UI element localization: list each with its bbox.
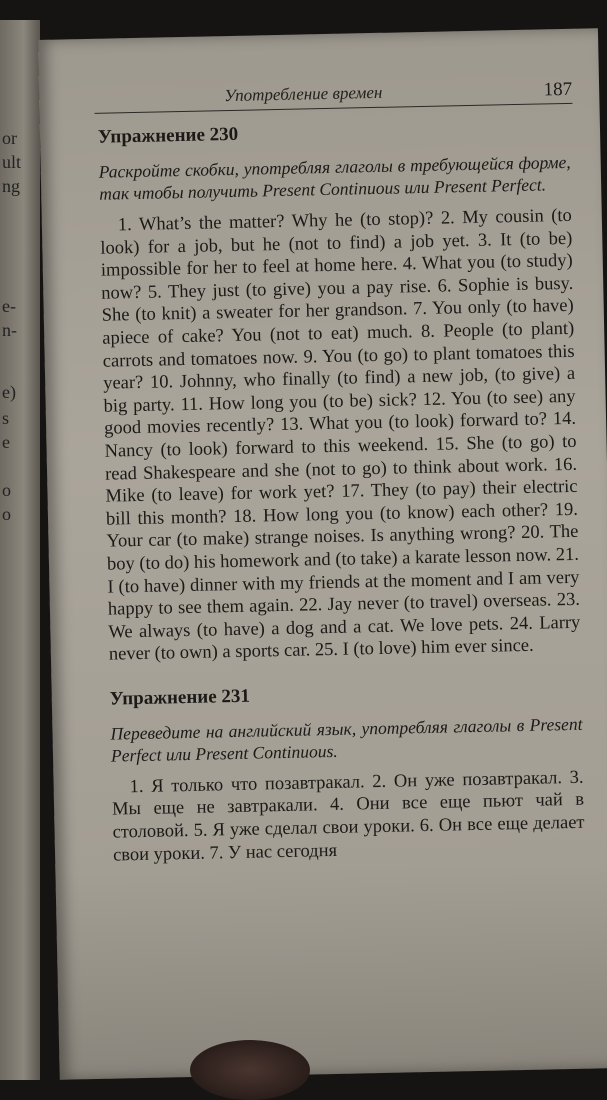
page-content — [98, 117, 585, 867]
left-page-edge — [0, 20, 40, 1080]
margin-fragment: or — [2, 128, 17, 148]
exercise-text: 1. What’s the matter? Why he (to stop)? 2. My cousin (to look) for a job, but he (not to find) a job yet. 3. It (to be) impossible for her to feel at home here. 4. What you (to study) now? 5. They just (to give) you a pay rise. 6. Sophie is busy. She (to knit) a sweater for her grandson. 7. You only (to have) apiece of cake? You (not to eat) much. 8. People (to plant) carrots and tomatoes now. 9. You (to go) to plant tomatoes this year? 10. Johnny, who finally (to find) a new job, (to give) a big party. 11. How long you (to be) sick? 12. You (to see) any good movies recently? 13. What you (to look) forward to? 14. Nancy (to look) forward to this weekend. 15. She (to go) to read Shakespeare and she (not to go) to think about work. 16. Mike (to leave) for work yet? 17. They (to pay) their electric bill this month? 18. How long you (to know) each other? 19. Your car (to make) strange noises. Is anything wrong? 20. The boy (to do) his homework and (to take) a karate lesson now. 21. I (to have) dinner with my friends at the moment and I am very happy to see them again. 22. Jay never (to travel) overseas. 23. We always (to have) a dog and a cat. We love pets. 24. Larry never (to own) a sports car. 25. I (to love) him ever since. — [100, 205, 581, 665]
exercise-instruction: Переведите на английский язык, употребляя глаголы в Present Perfect или Present Continuous. — [110, 713, 583, 766]
exercise-231 — [110, 679, 586, 867]
margin-fragment: ult — [2, 152, 22, 172]
exercise-instruction: Раскройте скобки, употребляя глаголы в требующейся форме, так чтобы получить Present Continuous или Present Perfect. — [98, 151, 571, 204]
exercise-230 — [98, 117, 581, 667]
margin-fragment: o — [2, 504, 11, 524]
book-page — [38, 28, 607, 1079]
margin-fragment: s — [2, 408, 10, 428]
margin-fragment: e) — [2, 382, 16, 402]
thumb-shadow — [190, 1040, 310, 1100]
exercise-title: Упражнение 230 — [97, 123, 239, 148]
exercise-title: Упражнение 231 — [109, 685, 251, 710]
page-number: 187 — [543, 78, 573, 101]
margin-fragment: n- — [2, 320, 17, 340]
margin-fragment: e — [2, 432, 10, 452]
margin-fragment: e- — [2, 296, 16, 316]
margin-fragment: o — [2, 480, 11, 500]
margin-fragment: ng — [2, 176, 20, 196]
page-header — [94, 77, 572, 114]
exercise-text: 1. Я только что позавтракал. 2. Он уже позавтракал. 3. Мы еще не завтракали. 4. Они все еще пьют чай в столовой. 5. Я уже сделал свои уроки. 6. Он все еще делает свои уроки. 7. У нас сегодня — [111, 767, 585, 866]
running-title: Употребление времен — [224, 82, 383, 106]
